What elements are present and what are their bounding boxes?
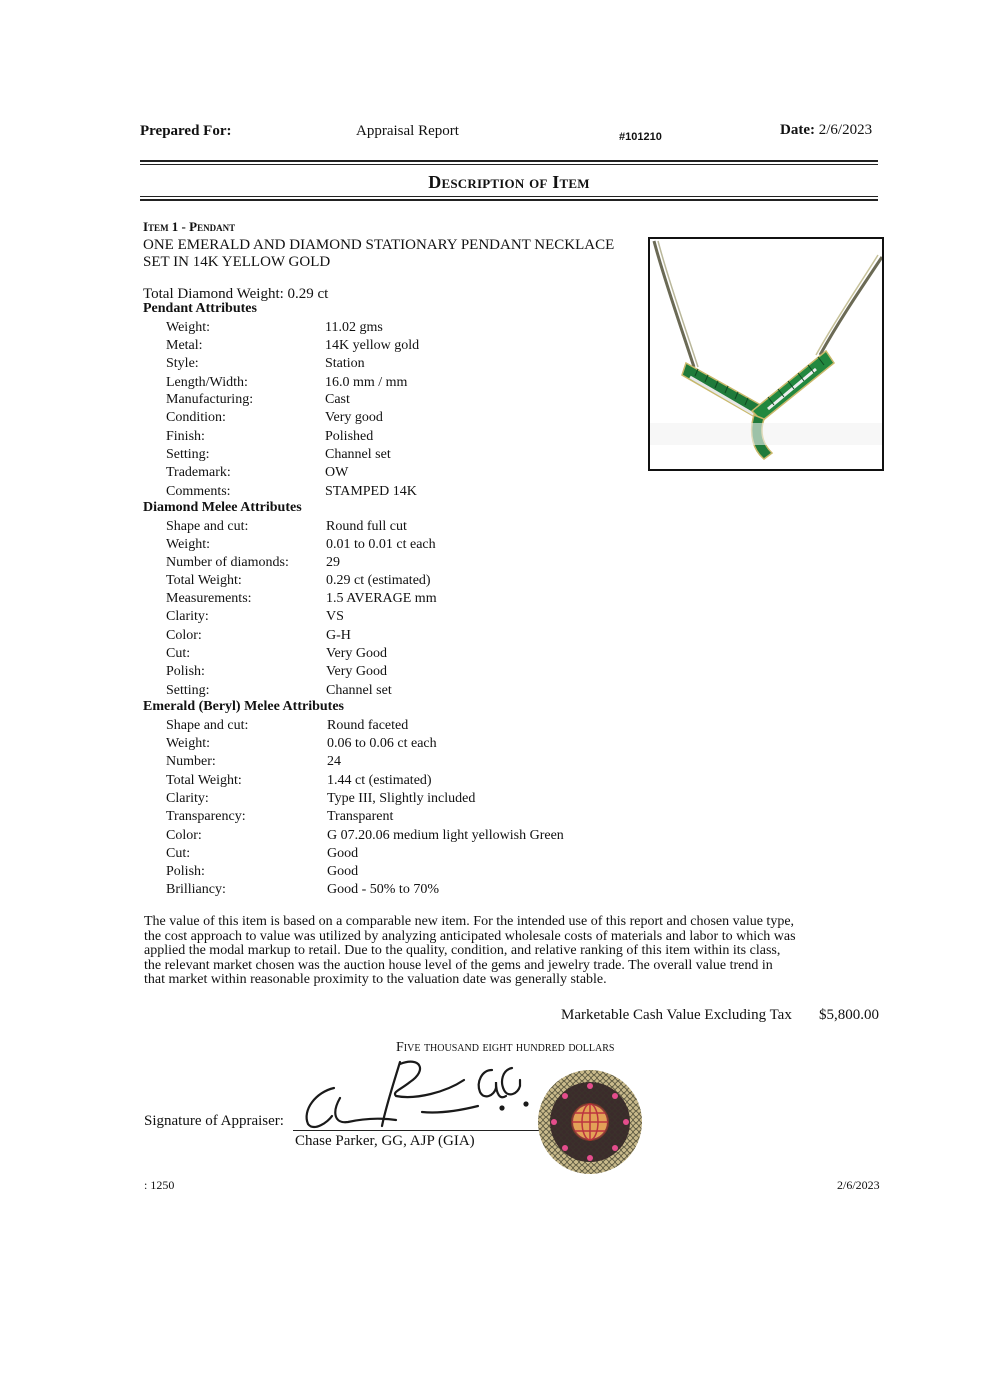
attr-label: Cut: xyxy=(166,846,191,861)
appraiser-name: Chase Parker, GG, AJP (GIA) xyxy=(295,1133,475,1149)
attr-label: Style: xyxy=(166,356,199,371)
attr-value: Round faceted xyxy=(327,718,409,733)
handwritten-signature xyxy=(296,1052,536,1134)
attr-label: Shape and cut: xyxy=(166,718,249,733)
attr-label: Color: xyxy=(166,828,202,843)
attr-label: Clarity: xyxy=(166,791,209,806)
date-label: Date: xyxy=(780,122,815,138)
valuation-paragraph-line: The value of this item is based on a comparable new item. For the intended use of this report and chosen value type, xyxy=(144,914,795,929)
attr-label: Number: xyxy=(166,754,216,769)
prepared-for-label: Prepared For: xyxy=(140,123,232,139)
attr-value: 24 xyxy=(327,754,341,769)
item-title: Item 1 - Pendant xyxy=(143,219,236,234)
attr-label: Clarity: xyxy=(166,609,209,624)
attr-label: Cut: xyxy=(166,646,191,661)
header-rule-top xyxy=(140,160,878,162)
item-photo xyxy=(648,237,884,471)
attr-label: Comments: xyxy=(166,484,231,499)
attr-value: Cast xyxy=(325,392,350,407)
attr-value: Type III, Slightly included xyxy=(327,791,476,806)
attr-label: Condition: xyxy=(166,410,226,425)
attr-label: Measurements: xyxy=(166,591,252,606)
attr-value: G 07.20.06 medium light yellowish Green xyxy=(327,828,564,843)
amount-in-words: Five thousand eight hundred dollars xyxy=(396,1040,615,1055)
attr-value: Very Good xyxy=(326,664,388,679)
attr-label: Shape and cut: xyxy=(166,519,249,534)
attr-value: G-H xyxy=(326,628,351,643)
attr-label: Setting: xyxy=(166,683,210,698)
header-rule-bottom-thin xyxy=(140,196,878,197)
signature-line xyxy=(293,1130,545,1131)
attr-value: Good xyxy=(327,864,359,879)
item-description-line1: ONE EMERALD AND DIAMOND STATIONARY PENDANT NECKLACE xyxy=(143,237,615,253)
pendant-attributes-heading: Pendant Attributes xyxy=(143,301,257,316)
valuation-paragraph-line: applied the modal markup to retail. Due to the quality, condition, and relative ranking of this item within its class, xyxy=(144,943,781,959)
valuation-paragraph xyxy=(144,915,889,988)
attr-value: Good - 50% to 70% xyxy=(327,882,439,897)
attr-label: Total Weight: xyxy=(166,773,242,788)
attr-value: Channel set xyxy=(326,683,392,698)
attr-value: 0.29 ct (estimated) xyxy=(326,573,431,588)
attr-label: Trademark: xyxy=(166,465,231,480)
attr-value: 1.44 ct (estimated) xyxy=(327,773,432,788)
attr-label: Polish: xyxy=(166,864,205,879)
signature-label: Signature of Appraiser: xyxy=(144,1113,284,1129)
attr-value: 11.02 gms xyxy=(325,320,383,335)
emerald-attributes-heading: Emerald (Beryl) Melee Attributes xyxy=(143,699,344,714)
attr-value: Very good xyxy=(325,410,383,425)
total-diamond-weight: Total Diamond Weight: 0.29 ct xyxy=(143,286,329,302)
valuation-paragraph-line: the relevant market chosen was the auction house level of the gems and jewelry trade. The overall value trend in xyxy=(144,957,773,973)
attr-label: Total Weight: xyxy=(166,573,242,588)
attr-label: Color: xyxy=(166,628,202,643)
attr-value: Transparent xyxy=(327,809,394,824)
valuation-paragraph-line: that market within reasonable proximity to the valuation date was generally stable. xyxy=(144,972,607,988)
date-value: 2/6/2023 xyxy=(818,122,873,138)
section-title: Description of Item xyxy=(428,172,590,192)
attr-value: Good xyxy=(327,846,359,861)
attr-label: Metal: xyxy=(166,338,203,353)
attr-label: Finish: xyxy=(166,429,205,444)
header-rule-bottom xyxy=(140,199,878,201)
attr-value: Round full cut xyxy=(326,519,407,534)
attr-label: Number of diamonds: xyxy=(166,555,289,570)
attr-value: 14K yellow gold xyxy=(325,338,420,353)
valuation-paragraph-line: the cost approach to value was utilized by analyzing anticipated wholesale costs of materials and labor to which was xyxy=(144,928,796,944)
attr-value: 0.06 to 0.06 ct each xyxy=(327,736,437,751)
attr-label: Weight: xyxy=(166,537,210,552)
attr-value: 16.0 mm / mm xyxy=(325,375,408,390)
attr-label: Length/Width: xyxy=(166,375,248,390)
cash-value-amount: $5,800.00 xyxy=(819,1007,879,1023)
attr-label: Brilliancy: xyxy=(166,882,226,897)
diamond-attributes-heading: Diamond Melee Attributes xyxy=(143,500,302,515)
appraiser-seal-icon xyxy=(537,1069,643,1175)
attr-value: 0.01 to 0.01 ct each xyxy=(326,537,436,552)
attr-value: 1.5 AVERAGE mm xyxy=(326,591,437,606)
footer-date: 2/6/2023 xyxy=(837,1178,880,1192)
necklace-image xyxy=(650,239,882,469)
attr-value: 29 xyxy=(326,555,340,570)
header-rule-top-thin xyxy=(140,164,878,165)
attr-label: Manufacturing: xyxy=(166,392,254,407)
attr-value: Polished xyxy=(325,429,374,444)
footer-left: : 1250 xyxy=(144,1178,175,1192)
attr-value: OW xyxy=(325,465,349,480)
report-number: #101210 xyxy=(619,131,662,143)
attr-label: Weight: xyxy=(166,736,210,751)
attr-value: Channel set xyxy=(325,447,391,462)
cash-value-label: Marketable Cash Value Excluding Tax xyxy=(561,1007,792,1023)
item-description-line2: SET IN 14K YELLOW GOLD xyxy=(143,254,331,270)
report-title: Appraisal Report xyxy=(356,123,459,139)
attr-value: Station xyxy=(325,356,365,371)
attr-value: VS xyxy=(326,609,344,624)
attr-label: Transparency: xyxy=(166,809,246,824)
attr-label: Polish: xyxy=(166,664,205,679)
attr-value: STAMPED 14K xyxy=(325,484,417,499)
attr-label: Setting: xyxy=(166,447,210,462)
attr-label: Weight: xyxy=(166,320,210,335)
attr-value: Very Good xyxy=(326,646,388,661)
report-date xyxy=(780,122,872,139)
